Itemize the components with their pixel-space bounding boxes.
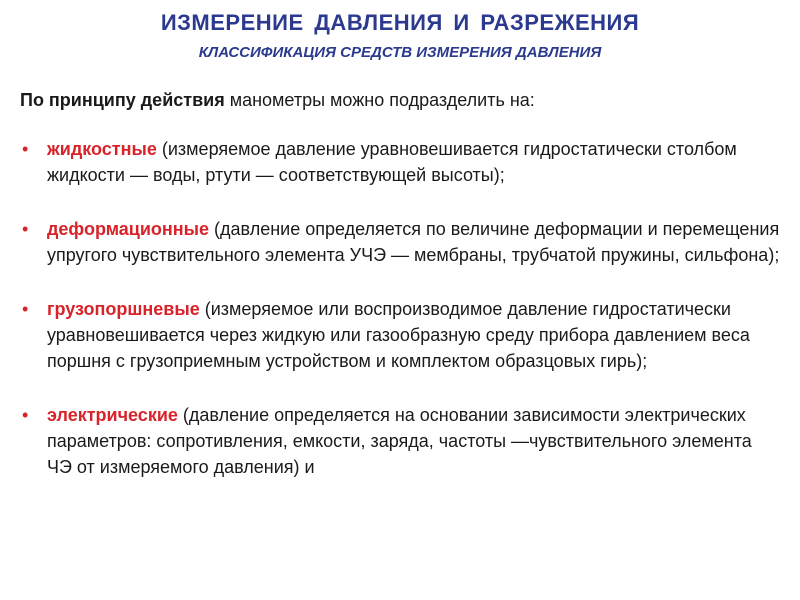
bullet-icon: • (22, 405, 29, 425)
list-item-deformation (0, 216, 800, 268)
page-title: ИЗМЕРЕНИЕ ДАВЛЕНИЯ И РАЗРЕЖЕНИЯ (160, 10, 640, 35)
item-description: (давление определяется по величине деформации и перемещения упругого чувствительного элемента УЧЭ — мембраны, трубчатой пружины, сильфона); (47, 219, 780, 265)
intro-text: манометры можно подразделить на: (224, 90, 535, 110)
bullet-icon: • (22, 219, 29, 239)
item-description: (измеряемое или воспроизводимое давление гидростатически уравновешивается через жидкую или газообразную среду прибора давлением веса поршня с грузоприемным устройством и комплектом образцовых гирь); (47, 299, 750, 371)
list-item-liquid (0, 136, 800, 188)
intro-lead: По принципу действия (20, 90, 225, 110)
page-subtitle: КЛАССИФИКАЦИЯ СРЕДСТВ ИЗМЕРЕНИЯ ДАВЛЕНИЯ (198, 44, 602, 61)
item-term: деформационные (47, 219, 210, 239)
item-description: (давление определяется на основании зависимости электрических параметров: сопротивления, емкости, заряда, частоты —чувствительного элемента ЧЭ от измеряемого давления) и (47, 405, 752, 477)
list-item-electric (0, 402, 800, 480)
list-item-deadweight (0, 296, 800, 374)
item-term: грузопоршневые (47, 299, 200, 319)
item-term: электрические (47, 405, 178, 425)
bullet-icon: • (22, 139, 29, 159)
item-term: жидкостные (47, 139, 157, 159)
bullet-icon: • (22, 299, 29, 319)
item-description: (измеряемое давление уравновешивается гидростатически столбом жидкости — воды, ртути — соответствующей высоты); (47, 139, 737, 185)
classification-list (0, 136, 800, 508)
intro-paragraph (20, 87, 535, 113)
